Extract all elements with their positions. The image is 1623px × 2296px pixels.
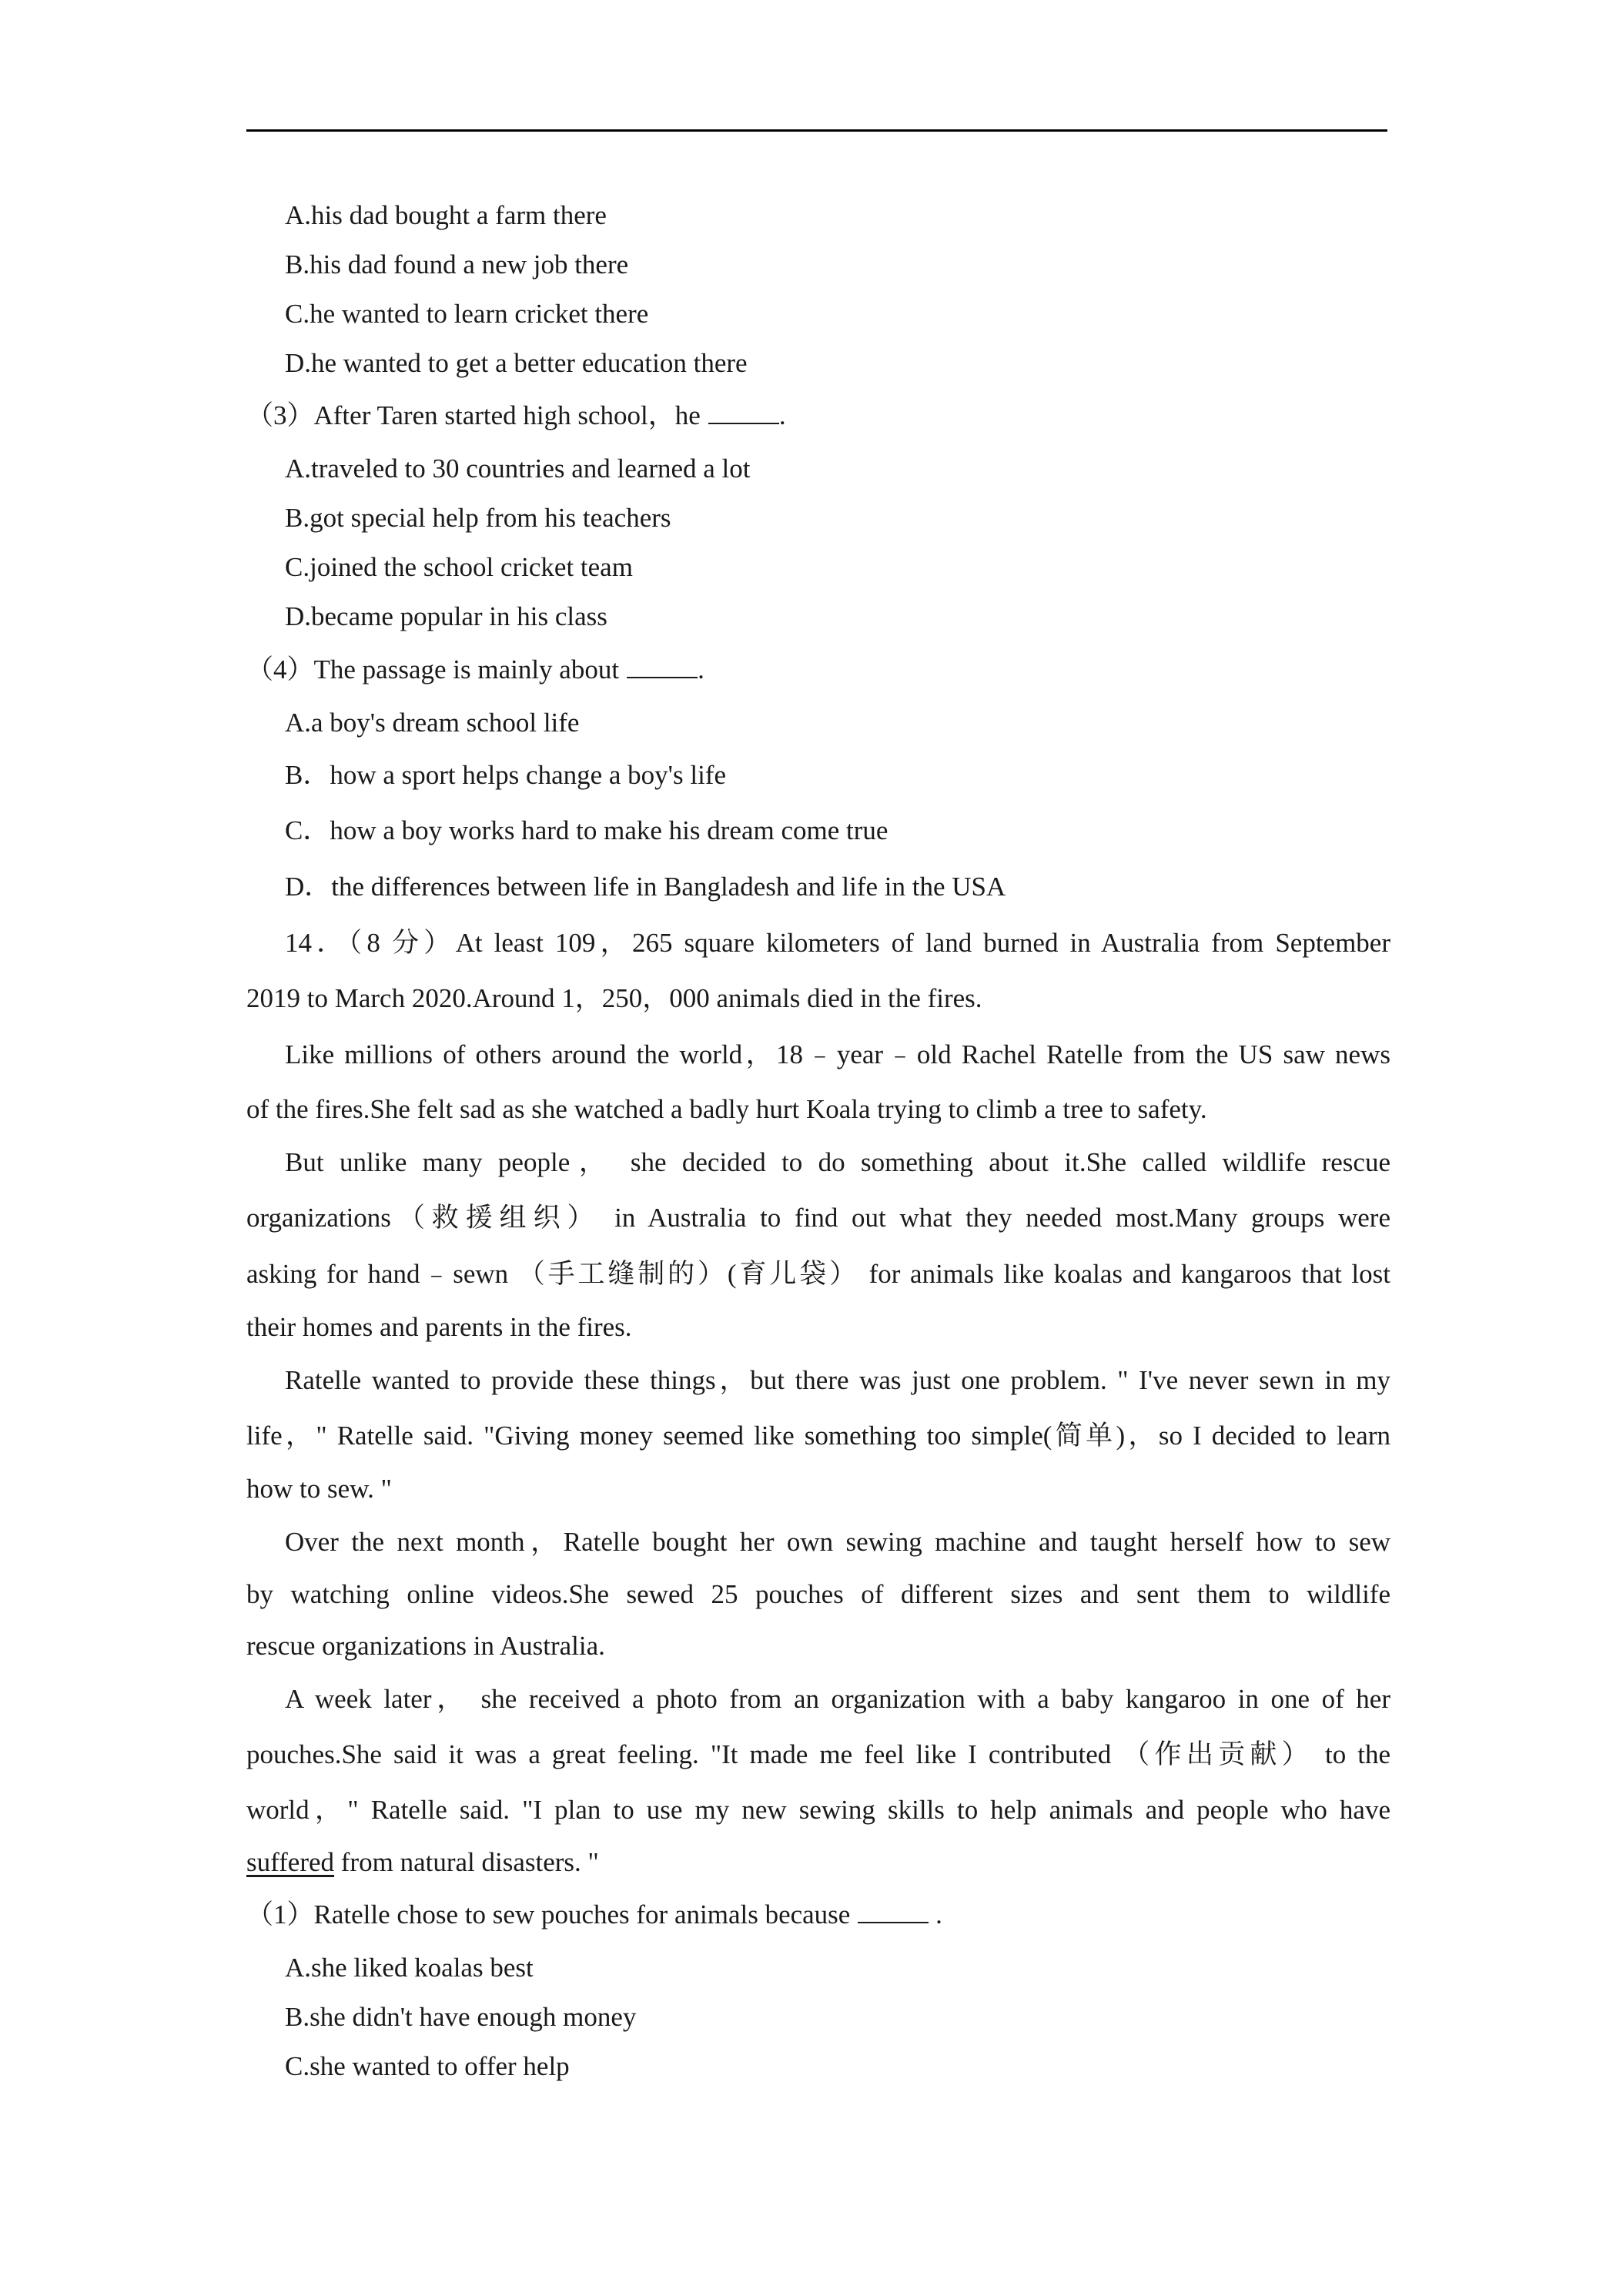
option-4d: D．the differences between life in Bangladesh and life in the USA — [285, 872, 1006, 902]
question-4-end: . — [698, 654, 704, 684]
question-4-text: （4）The passage is mainly about — [246, 654, 620, 684]
passage-14-line: how to sew. " — [246, 1474, 392, 1504]
passage-14-line: 2019 to March 2020.Around 1，250，000 animals died in the fires. — [246, 983, 982, 1013]
answer-blank — [627, 654, 698, 678]
passage-14-line: But unlike many people， she decided to do something about it.She called wildlife rescue — [285, 1147, 1390, 1177]
passage-14-line: world，" Ratelle said. "I plan to use my new sewing skills to help animals and people who have — [246, 1795, 1390, 1825]
passage-14-line: of the fires.She felt sad as she watched a badly hurt Koala trying to climb a tree to safety. — [246, 1094, 1207, 1124]
question-14-1-end: . — [929, 1899, 942, 1930]
answer-blank — [708, 400, 779, 424]
passage-14-line — [246, 1846, 1390, 1879]
option-3d: D.became popular in his class — [285, 601, 607, 631]
answer-blank — [858, 1899, 929, 1923]
passage-14-line: by watching online videos.She sewed 25 pouches of different sizes and sent them to wildlife — [246, 1579, 1390, 1609]
passage-14-line: asking for hand﹣sewn （手工缝制的）(育儿袋） for animals like koalas and kangaroos that lost — [246, 1259, 1390, 1289]
option-4b: B．how a sport helps change a boy's life — [285, 760, 726, 790]
passage-14-line: life，" Ratelle said. "Giving money seemed like something too simple(简单)，so I decided to learn — [246, 1421, 1390, 1451]
option-4c: C．how a boy works hard to make his dream come true — [285, 815, 888, 845]
option-3c: C.joined the school cricket team — [285, 552, 633, 582]
question-3-text: （3）After Taren started high school，he — [246, 400, 701, 430]
option-14-1c: C.she wanted to offer help — [285, 2051, 570, 2081]
passage-14-line: their homes and parents in the fires. — [246, 1312, 632, 1342]
option-3b: B.got special help from his teachers — [285, 503, 671, 533]
option-4a: A.a boy's dream school life — [285, 708, 580, 738]
passage-14-line: A week later， she received a photo from an organization with a baby kangaroo in one of her — [285, 1684, 1390, 1714]
underlined-word: suffered — [246, 1847, 335, 1877]
question-3-stem — [246, 399, 1390, 433]
option-2b: B.his dad found a new job there — [285, 249, 629, 279]
passage-14-line: Like millions of others around the world，18﹣year﹣old Rachel Ratelle from the US saw news — [285, 1039, 1390, 1069]
question-4-stem — [246, 653, 1390, 687]
passage-14-line: 14．（8 分）At least 109，265 square kilometers of land burned in Australia from September — [285, 928, 1390, 958]
question-14-1-stem — [246, 1898, 1390, 1932]
option-2a: A.his dad bought a farm there — [285, 200, 607, 230]
passage-14-line: pouches.She said it was a great feeling. "It made me feel like I contributed （作出贡献） to the — [246, 1739, 1390, 1769]
passage-14-text: from natural disasters. " — [334, 1847, 599, 1877]
question-14-1-text: （1）Ratelle chose to sew pouches for animals because — [246, 1899, 851, 1930]
question-3-end: . — [778, 400, 786, 430]
option-14-1b: B.she didn't have enough money — [285, 2002, 637, 2032]
passage-14-line: Ratelle wanted to provide these things，but there was just one problem. " I've never sewn in my — [285, 1365, 1390, 1395]
passage-14-line: Over the next month，Ratelle bought her own sewing machine and taught herself how to sew — [285, 1527, 1390, 1557]
header-rule — [246, 129, 1387, 132]
passage-14-line: organizations（救援组织） in Australia to find out what they needed most.Many groups were — [246, 1203, 1390, 1233]
option-2d: D.he wanted to get a better education there — [285, 348, 748, 378]
option-2c: C.he wanted to learn cricket there — [285, 299, 649, 329]
option-3a: A.traveled to 30 countries and learned a lot — [285, 454, 751, 484]
passage-14-line: rescue organizations in Australia. — [246, 1631, 605, 1661]
option-14-1a: A.she liked koalas best — [285, 1953, 534, 1983]
